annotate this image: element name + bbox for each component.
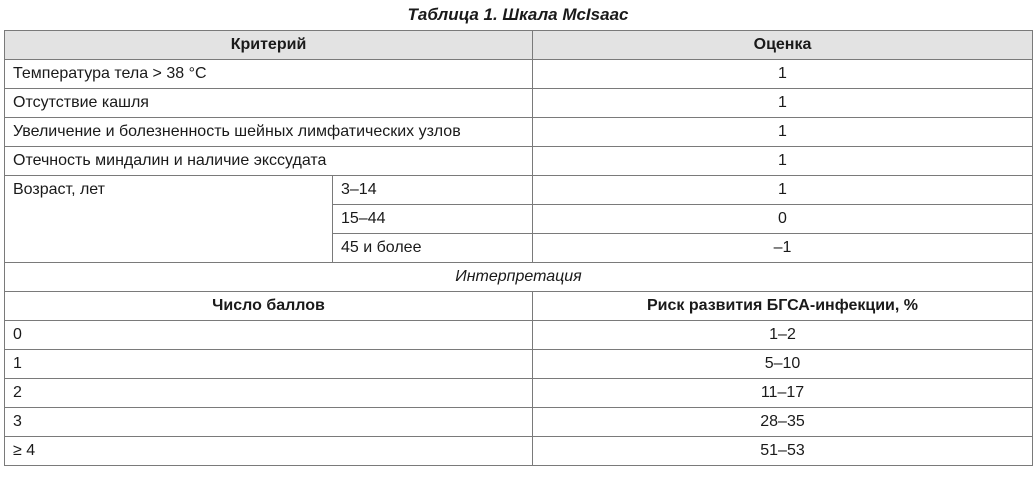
criterion-score: 1	[533, 89, 1033, 118]
points-value: 2	[5, 379, 533, 408]
risk-value: 5–10	[533, 350, 1033, 379]
interpretation-title-row	[5, 263, 1033, 292]
points-value: ≥ 4	[5, 437, 533, 466]
table-row	[5, 176, 1033, 205]
age-range: 3–14	[333, 176, 533, 205]
age-range: 15–44	[333, 205, 533, 234]
age-score: –1	[533, 234, 1033, 263]
criteria-header-row	[5, 31, 1033, 60]
points-value: 0	[5, 321, 533, 350]
table-row	[5, 118, 1033, 147]
interpretation-title: Интерпретация	[5, 263, 1033, 292]
score-header: Оценка	[533, 31, 1033, 60]
age-score: 1	[533, 176, 1033, 205]
risk-header: Риск развития БГСА-инфекции, %	[533, 292, 1033, 321]
criterion-header: Критерий	[5, 31, 533, 60]
table-row	[5, 379, 1033, 408]
table-row	[5, 350, 1033, 379]
interpretation-header-row	[5, 292, 1033, 321]
criterion-score: 1	[533, 147, 1033, 176]
criterion-label: Температура тела > 38 °C	[5, 60, 533, 89]
points-value: 1	[5, 350, 533, 379]
age-score: 0	[533, 205, 1033, 234]
criterion-label: Отечность миндалин и наличие экссудата	[5, 147, 533, 176]
criterion-score: 1	[533, 118, 1033, 147]
risk-value: 28–35	[533, 408, 1033, 437]
mcisaac-table	[4, 30, 1033, 466]
age-label: Возраст, лет	[5, 176, 333, 263]
age-range: 45 и более	[333, 234, 533, 263]
risk-value: 1–2	[533, 321, 1033, 350]
table-row	[5, 60, 1033, 89]
table-row	[5, 408, 1033, 437]
criterion-score: 1	[533, 60, 1033, 89]
risk-value: 51–53	[533, 437, 1033, 466]
criterion-label: Отсутствие кашля	[5, 89, 533, 118]
risk-value: 11–17	[533, 379, 1033, 408]
table-row	[5, 89, 1033, 118]
criterion-label: Увеличение и болезненность шейных лимфатических узлов	[5, 118, 533, 147]
table-row	[5, 437, 1033, 466]
table-row	[5, 147, 1033, 176]
points-value: 3	[5, 408, 533, 437]
points-header: Число баллов	[5, 292, 533, 321]
table-row	[5, 321, 1033, 350]
table-title: Таблица 1. Шкала McIsaac	[407, 5, 629, 24]
